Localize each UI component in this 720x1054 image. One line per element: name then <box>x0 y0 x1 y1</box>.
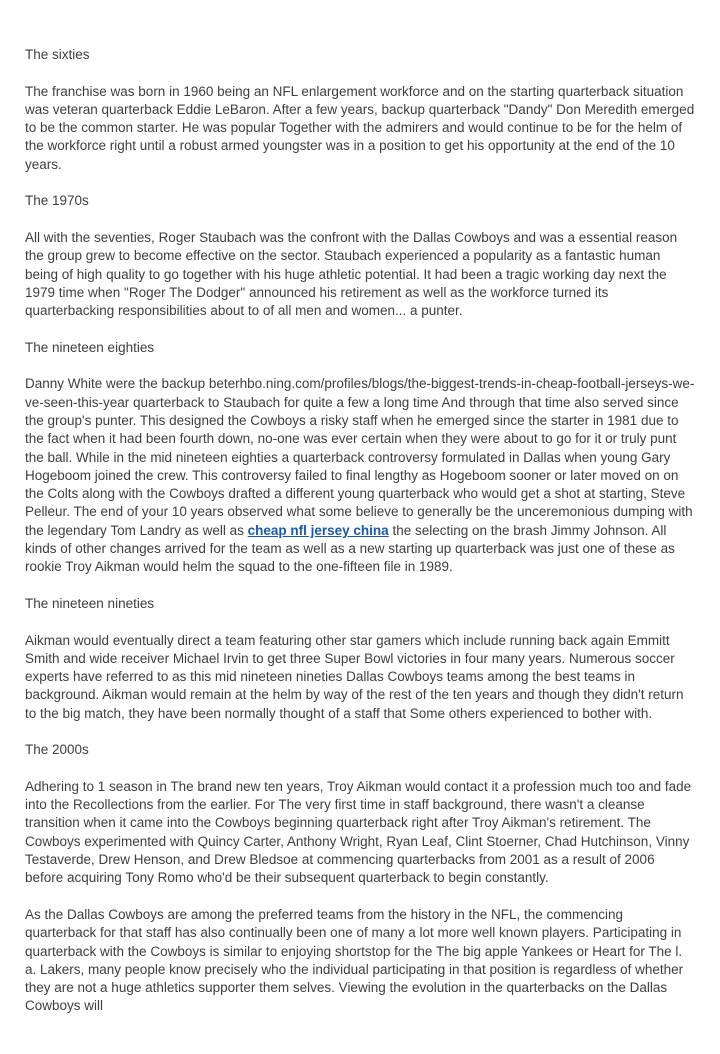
text-run: The franchise was born in 1960 being an NFL enlargement workforce and on the starting quarterback situation was veteran quarterback Eddie LeBaron. After a few years, backup quarterback "Dandy" Don Meredith emerged to be the common starter. He was popular Together with the admirers and would continue to be for the helm of the workforce right until a robust armed youngster was in a position to get his opportunity at the end of the 10 years. <box>25 83 695 172</box>
document-section <box>25 46 695 174</box>
text-run: the selecting on the brash Jimmy Johnson. All kinds of other changes arrived for the team as well as a new starting up quarterback was just one of these as rookie Troy Aikman would helm the squad to the one-fifteen file in 1989. <box>25 522 675 575</box>
paragraph <box>25 375 695 576</box>
document-section <box>25 741 695 1015</box>
text-run: As the Dallas Cowboys are among the preferred teams from the history in the NFL, the commencing quarterback for that staff has also continually been one of many a lot more well known players. Participating in quarterback with the Cowboys is similar to enjoying shortstop for the The big apple Yankees or Heart for The l. a. Lakers, many people know precisely who the individual participating in that position is regardless of whether they are not a huge athletics supporter them selves. Viewing the evolution in the quarterbacks on the Dallas Cowboys will <box>25 906 684 1014</box>
section-heading: The 1970s <box>25 193 89 209</box>
document-section <box>25 595 695 723</box>
text-run: All with the seventies, Roger Staubach was the confront with the Dallas Cowboys and was a essential reason the group grew to become effective on the sector. Staubach experienced a popularity as a fantastic human being of high quality to go together with his huge athletic potential. It had been a tragic working day next the 1979 time when "Roger The Dodger" announced his retirement as well as the workforce turned its quarterbacking responsibilities about to of all men and women... a punter. <box>25 229 678 319</box>
section-heading: The 2000s <box>25 742 89 758</box>
paragraph <box>25 83 695 174</box>
section-heading: The sixties <box>25 47 90 62</box>
paragraph <box>25 778 695 888</box>
paragraph <box>25 906 695 1016</box>
section-heading: The nineteen nineties <box>25 595 155 611</box>
document-section <box>25 192 695 320</box>
section-heading: The nineteen eighties <box>25 339 155 355</box>
paragraph <box>25 632 695 723</box>
document-section <box>25 339 695 577</box>
paragraph <box>25 229 695 320</box>
inline-link[interactable]: cheap nfl jersey china <box>247 522 389 538</box>
text-run: Adhering to 1 season in The brand new ten years, Troy Aikman would contact it a profession much too and fade into the Recollections from the earlier. For The very first time in staff background, there wasn't a cleanse transition when it came into the Cowboys beginning quarterback right after Troy Aikman's retirement. The Cowboys experimented with Quincy Carter, Anthony Wright, Ryan Leaf, Clint Stoerner, Chad Hutchinson, Vinny Testaverde, Drew Henson, and Drew Bledsoe at commencing quarterbacks from 2001 as a result of 2006 before acquiring Tony Romo who'd be their subsequent quarterback to begin constantly. <box>25 778 692 886</box>
text-run: Aikman would eventually direct a team featuring other star gamers which include running back again Emmitt Smith and wide receiver Michael Irvin to get three Super Bowl victories in four many years. Numerous soccer experts have referred to as this mid nineteen nineties Dallas Cowboys teams among the best teams in background. Aikman would remain at the helm by way of the rest of the ten years and though they didn't return to the big match, they have been normally thought of a staff that Some others experienced to bother with. <box>25 632 684 721</box>
text-run: Danny White were the backup beterhbo.ning.com/profiles/blogs/the-biggest-trends-in-cheap-football-jerseys-we-ve-seen-this-year quarterback to Staubach for quite a few a long time And through that time also served since the group's punter. This designed the Cowboys a risky staff when he emerged since the starter in 1981 due to the fact when it had been fourth down, no-one was ever certain when they were about to go for it or truly punt the ball. While in the mid nineteen eighties a quarterback controversy formulated in Dallas when young Gary Hogeboom joined the crew. This controversy failed to final lengthy as Hogeboom sooner or later moved on on the Colts along with the Cowboys drafted a different young quarterback who would get a shot at starting, Steve Pelleur. The end of your 10 years observed what some believe to generally be the unceremonious dumping with the legendary Tom Landry as well as <box>25 376 695 538</box>
